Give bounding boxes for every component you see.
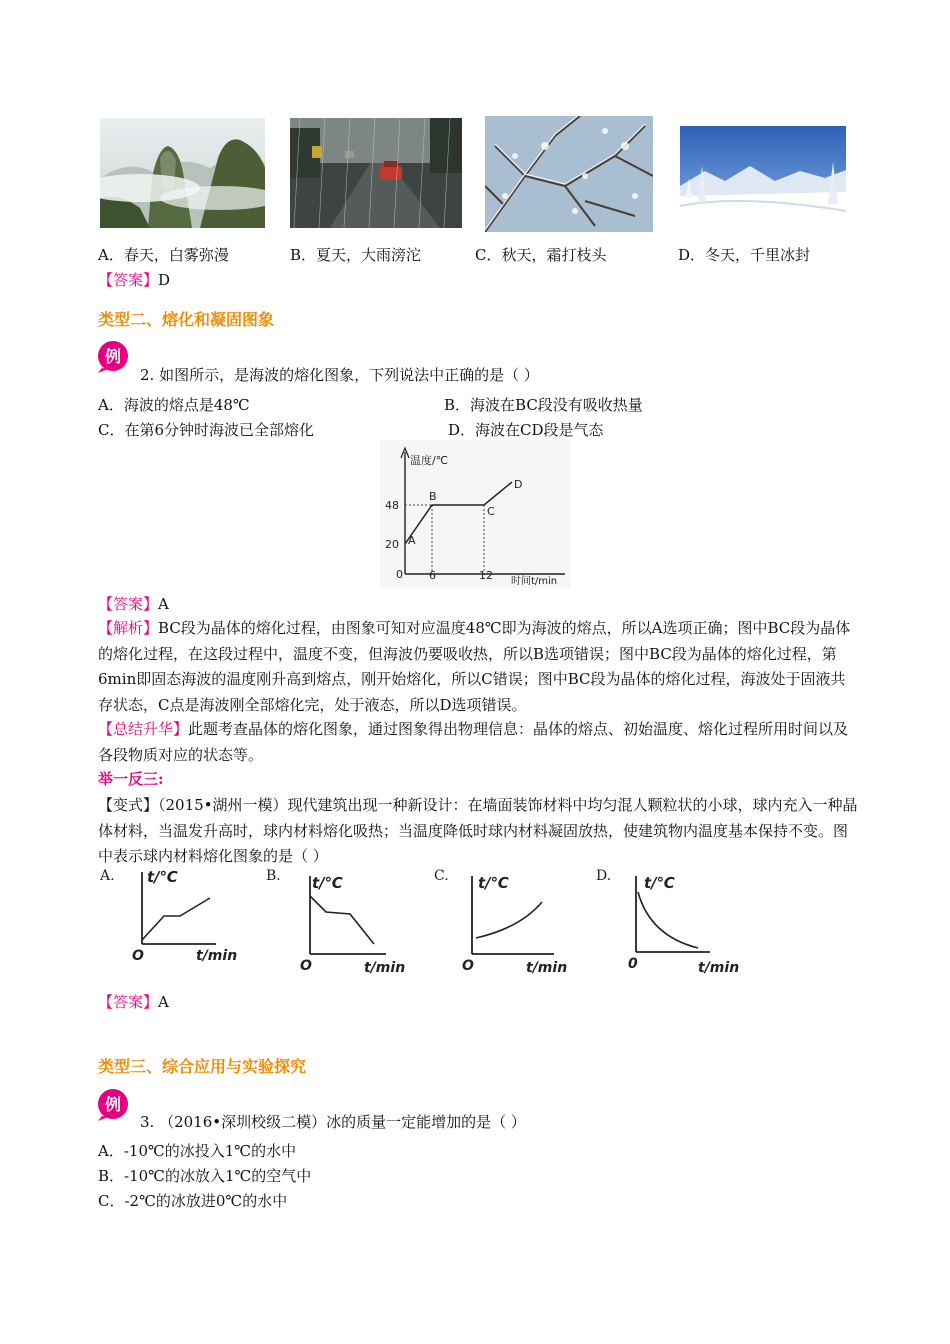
y-axis-label: 温度/℃: [410, 454, 449, 467]
q1-option-d: D．冬天，千里冰封: [678, 246, 811, 264]
point-d-label: D: [514, 478, 523, 491]
point-a-label: A: [408, 534, 416, 547]
photo-summer-rain: [290, 118, 462, 228]
analysis-tag: 【解析】: [98, 619, 159, 637]
example-badge-label: 例: [104, 1095, 122, 1114]
q2-question: 2. 如图所示，是海波的熔化图象，下列说法中正确的是（ ）: [140, 366, 539, 384]
origin-label: O: [132, 948, 144, 964]
mini-graph-b: [266, 862, 426, 977]
section-2-title: 类型二、熔化和凝固图象: [98, 310, 275, 329]
x-axis-label: t/min: [364, 960, 406, 976]
melting-graph: [380, 440, 570, 588]
origin-label: 0: [396, 568, 403, 581]
photo-winter-ice: [680, 126, 846, 232]
variant-answer: [98, 991, 169, 1012]
mini-graph-c: [430, 862, 590, 977]
y-axis-label: t/℃: [147, 868, 178, 886]
q1-answer: [98, 269, 170, 290]
variant-question: [98, 793, 858, 870]
q1-option-a: A．春天，白雾弥漫: [98, 246, 229, 264]
x-tick-12: 12: [479, 569, 493, 582]
answer-value: D: [158, 271, 171, 289]
q1-option-b: B．夏天，大雨滂沱: [290, 246, 422, 264]
q2-analysis: [98, 616, 858, 718]
mini-graph-letter: D.: [596, 868, 612, 884]
x-tick-6: 6: [429, 569, 436, 582]
q2-option-d: D．海波在CD段是气态: [448, 421, 604, 439]
y-tick-20: 20: [385, 538, 399, 551]
answer-tag: 【答案】: [98, 595, 159, 613]
summary-text: 此题考查晶体的熔化图象，通过图象得出物理信息：晶体的熔点、初始温度、熔化过程所用时间以及各段物质对应的状态等。: [98, 720, 849, 764]
q2-summary: [98, 717, 858, 768]
mini-graph-letter: B.: [266, 868, 281, 884]
mini-graph-d: [594, 862, 754, 977]
curve: [476, 902, 542, 938]
analysis-text: BC段为晶体的熔化过程，由图象可知对应温度48℃即为海波的熔点，所以A选项正确；图中BC段为晶体的熔化过程，在这段过程中，温度不变，但海波仍要吸收热，所以B选项错误；图中BC段为晶体的熔化过程，第6min即固态海波的温度刚升高到熔点，刚开始熔化，所以C错误；图中BC段为晶体的熔化过程，海波处于固液共存状态，C点是海波刚全部熔化完，处于液态，所以D选项错误。: [98, 619, 851, 714]
x-axis-label: t/min: [526, 960, 568, 976]
y-axis-label: t/℃: [312, 874, 343, 892]
section-3-title: 类型三、综合应用与实验探究: [98, 1057, 307, 1076]
answer-value: A: [158, 595, 169, 613]
y-axis-label: t/℃: [478, 874, 509, 892]
photo-autumn-frost: [485, 116, 653, 232]
x-axis-label: 时间t/min: [511, 576, 558, 587]
y-axis-label: t/℃: [644, 874, 675, 892]
mini-graph-a: [98, 862, 258, 972]
point-c-label: C: [487, 505, 495, 518]
q2-option-c: C．在第6分钟时海波已全部熔化: [98, 421, 315, 439]
origin-label: O: [300, 958, 312, 974]
curve: [310, 896, 374, 944]
practice-title: 举一反三:: [98, 770, 164, 788]
example-badge-label: 例: [104, 347, 122, 366]
q3-question: 3. （2016•深圳校级二模）冰的质量一定能增加的是（ ）: [140, 1113, 526, 1131]
q2-option-b: B．海波在BC段没有吸收热量: [444, 396, 643, 414]
point-b-label: B: [429, 490, 437, 503]
q2-answer: [98, 593, 169, 614]
q1-option-c: C．秋天，霜打枝头: [475, 246, 607, 264]
q2-option-a: A．海波的熔点是48℃: [98, 396, 250, 414]
origin-label: 0: [628, 956, 638, 972]
x-axis-label: t/min: [196, 948, 238, 964]
mini-graph-letter: A.: [100, 868, 115, 884]
y-tick-48: 48: [385, 499, 399, 512]
example-badge-icon: [96, 1088, 130, 1122]
origin-label: O: [462, 958, 474, 974]
summary-tag: 【总结升华】: [98, 720, 189, 738]
answer-tag: 【答案】: [98, 993, 159, 1011]
photo-spring-fog: [100, 118, 265, 228]
answer-value: A: [158, 993, 169, 1011]
mini-graph-letter: C.: [434, 868, 449, 884]
q3-option-c: C．-2℃的冰放进0℃的水中: [98, 1192, 288, 1210]
x-axis-label: t/min: [698, 960, 740, 976]
curve: [142, 898, 210, 940]
q3-option-a: A．-10℃的冰投入1℃的水中: [98, 1142, 297, 1160]
curve: [638, 892, 698, 948]
answer-tag: 【答案】: [98, 271, 159, 289]
example-badge-icon: [96, 340, 130, 374]
q3-option-b: B．-10℃的冰放入1℃的空气中: [98, 1167, 312, 1185]
variant-tag: 【变式】: [98, 796, 159, 814]
variant-text: （2015•湖州一模）现代建筑出现一种新设计：在墙面装饰材料中均匀混人颗粒状的小球，球内充入一种晶体材料，当温发升高时，球内材料熔化吸热；当温度降低时球内材料凝固放热，使建筑物内温度基本保持不变。图中表示球内材料熔化图象的是（ ）: [98, 796, 858, 865]
